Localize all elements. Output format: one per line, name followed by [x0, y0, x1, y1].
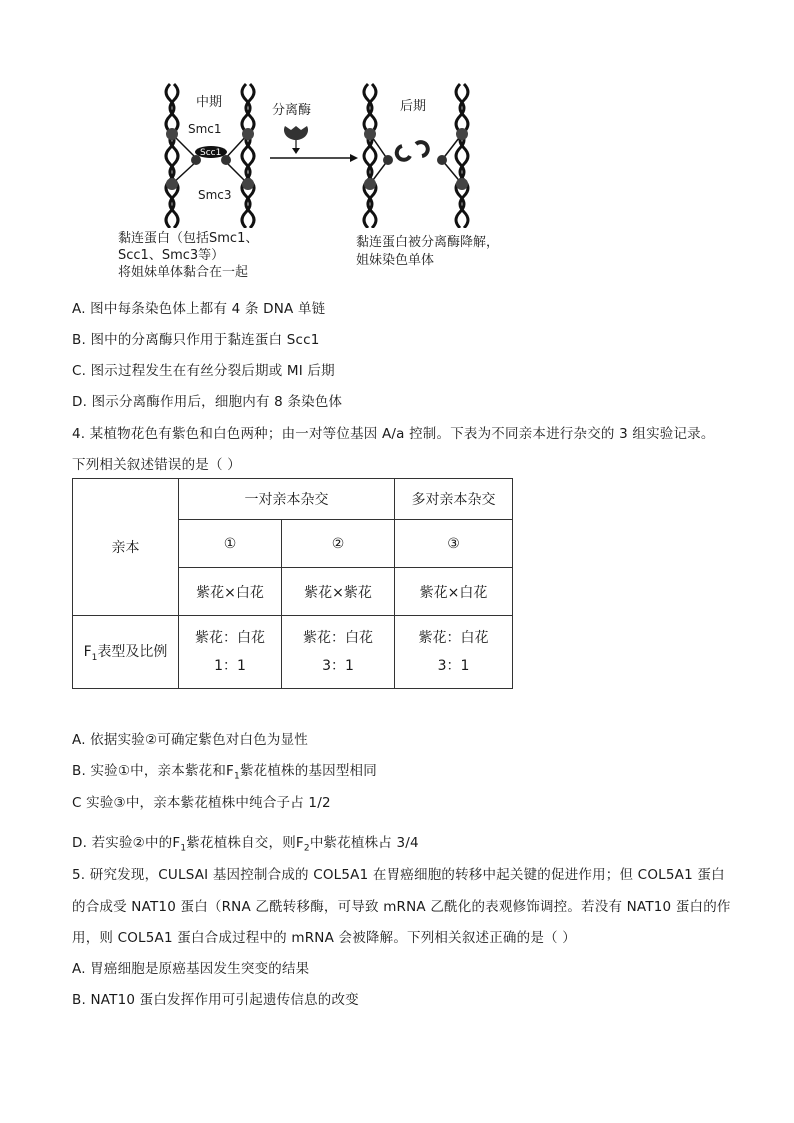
metaphase-label: 中期 — [196, 95, 223, 110]
ratio-value: 1：1 — [214, 658, 246, 674]
q3-option-d: D. 图示分离酶作用后，细胞内有 8 条染色体 — [72, 394, 343, 410]
q4-option-b-pre: B. 实验①中，亲本紫花和F — [72, 763, 235, 779]
process-arrow — [270, 154, 358, 162]
exp1-header: ① — [179, 520, 282, 568]
right-caption-line: 黏连蛋白被分离酶降解， — [356, 235, 500, 250]
q4-option-b — [72, 759, 377, 782]
cohesin-figure — [110, 78, 530, 283]
exp3-result — [395, 616, 513, 689]
kinetochore-marker — [456, 128, 468, 140]
ratio-value: 3：1 — [322, 658, 354, 674]
q4-option-b-sub: 1 — [234, 771, 240, 782]
ratio-label: 紫花：白花 — [195, 630, 265, 646]
q5-option-b: B. NAT10 蛋白发挥作用可引起遗传信息的改变 — [72, 992, 359, 1008]
q4-option-a: A. 依据实验②可确定紫色对白色为显性 — [72, 732, 308, 748]
exp2-header: ② — [282, 520, 395, 568]
left-caption-line: Scc1、Smc3等） — [118, 248, 225, 263]
q4-option-d-mid: 紫花植株自交，则F — [186, 835, 304, 851]
kinetochore-marker — [242, 178, 254, 190]
smc-head-right — [221, 155, 231, 165]
scc1-label: Scc1 — [200, 148, 222, 158]
q4-option-d-pre: D. 若实验②中的F — [72, 835, 181, 851]
q3-option-b: B. 图中的分离酶只作用于黏连蛋白 Scc1 — [72, 332, 320, 348]
smc-head-left — [383, 155, 393, 165]
ratio-value: 3：1 — [437, 658, 470, 674]
exp2-cross: 紫花×紫花 — [282, 568, 395, 616]
f1-header-sub: 1 — [91, 652, 98, 663]
q4-option-d-sub1: 1 — [180, 843, 187, 854]
left-caption-line: 将姐妹单体黏合在一起 — [118, 265, 249, 280]
separase-fragment — [416, 142, 428, 156]
multi-pair-header: 多对亲本杂交 — [395, 479, 513, 520]
q3-option-a: A. 图中每条染色体上都有 4 条 DNA 单链 — [72, 301, 326, 317]
exp1-result — [179, 616, 282, 689]
q3-option-c: C. 图示过程发生在有丝分裂后期或 MI 后期 — [72, 363, 335, 379]
kinetochore-marker — [166, 128, 178, 140]
exp1-cross: 紫花×白花 — [179, 568, 282, 616]
q4-option-d — [72, 831, 419, 854]
exp2-result — [282, 616, 395, 689]
q5-stem-line1: 5. 研究发现，CULSAI 基因控制合成的 COL5A1 在胃癌细胞的转移中起关键的促进作用；但 COL5A1 蛋白 — [72, 867, 725, 883]
kinetochore-marker — [242, 128, 254, 140]
q4-option-b-post: 紫花植株的基因型相同 — [239, 763, 377, 779]
f1-header-pre: F — [83, 644, 92, 661]
q5-stem-line3: 用，则 COL5A1 蛋白合成过程中的 mRNA 会被降解。下列相关叙述正确的是（ ） — [72, 930, 576, 946]
q4-option-c: C 实验③中，亲本紫花植株中纯合子占 1/2 — [72, 795, 331, 811]
single-pair-header: 一对亲本杂交 — [179, 479, 395, 520]
q4-option-d-post: 中紫花植株占 3/4 — [309, 835, 419, 851]
separase-icon — [284, 126, 308, 154]
kinetochore-marker — [364, 128, 376, 140]
f1-header — [73, 616, 179, 689]
kinetochore-marker — [364, 178, 376, 190]
q5-stem-line2: 的合成受 NAT10 蛋白（RNA 乙酰转移酶，可导致 mRNA 乙酰化的表观修饰调控。若没有 NAT10 蛋白的作 — [72, 899, 731, 915]
cross-experiment-table — [72, 478, 513, 689]
smc1-label: Smc1 — [188, 122, 222, 136]
right-caption-line: 姐妹染色单体 — [356, 253, 435, 268]
kinetochore-marker — [166, 178, 178, 190]
q5-option-a: A. 胃癌细胞是原癌基因发生突变的结果 — [72, 961, 310, 977]
ratio-label: 紫花：白花 — [418, 630, 489, 646]
q4-stem-line2: 下列相关叙述错误的是（ ） — [72, 457, 241, 473]
metaphase-right-chromatid — [242, 84, 254, 228]
parent-header: 亲本 — [73, 479, 179, 616]
left-caption-line: 黏连蛋白（包括Smc1、 — [118, 231, 259, 246]
f1-header-post: 表型及比例 — [97, 644, 168, 661]
smc3-label: Smc3 — [198, 188, 232, 202]
anaphase-left-chromatid — [364, 84, 376, 228]
q4-stem-line1: 4. 某植物花色有紫色和白色两种；由一对等位基因 A/a 控制。下表为不同亲本进行杂交的 3 组实验记录。 — [72, 426, 715, 442]
metaphase-left-chromatid — [166, 84, 178, 228]
smc-head-right — [437, 155, 447, 165]
exp3-cross: 紫花×白花 — [395, 568, 513, 616]
chromosome-diagram — [110, 78, 530, 228]
ratio-label: 紫花：白花 — [303, 630, 373, 646]
left-caption — [118, 230, 258, 281]
separase-label: 分离酶 — [272, 103, 312, 118]
exp3-header: ③ — [395, 520, 513, 568]
anaphase-right-chromatid — [456, 84, 468, 228]
q4-option-d-sub2: 2 — [303, 843, 310, 854]
kinetochore-marker — [456, 178, 468, 190]
degraded-scc1-fragment — [397, 146, 410, 160]
anaphase-label: 后期 — [400, 99, 427, 114]
right-caption — [356, 234, 499, 270]
